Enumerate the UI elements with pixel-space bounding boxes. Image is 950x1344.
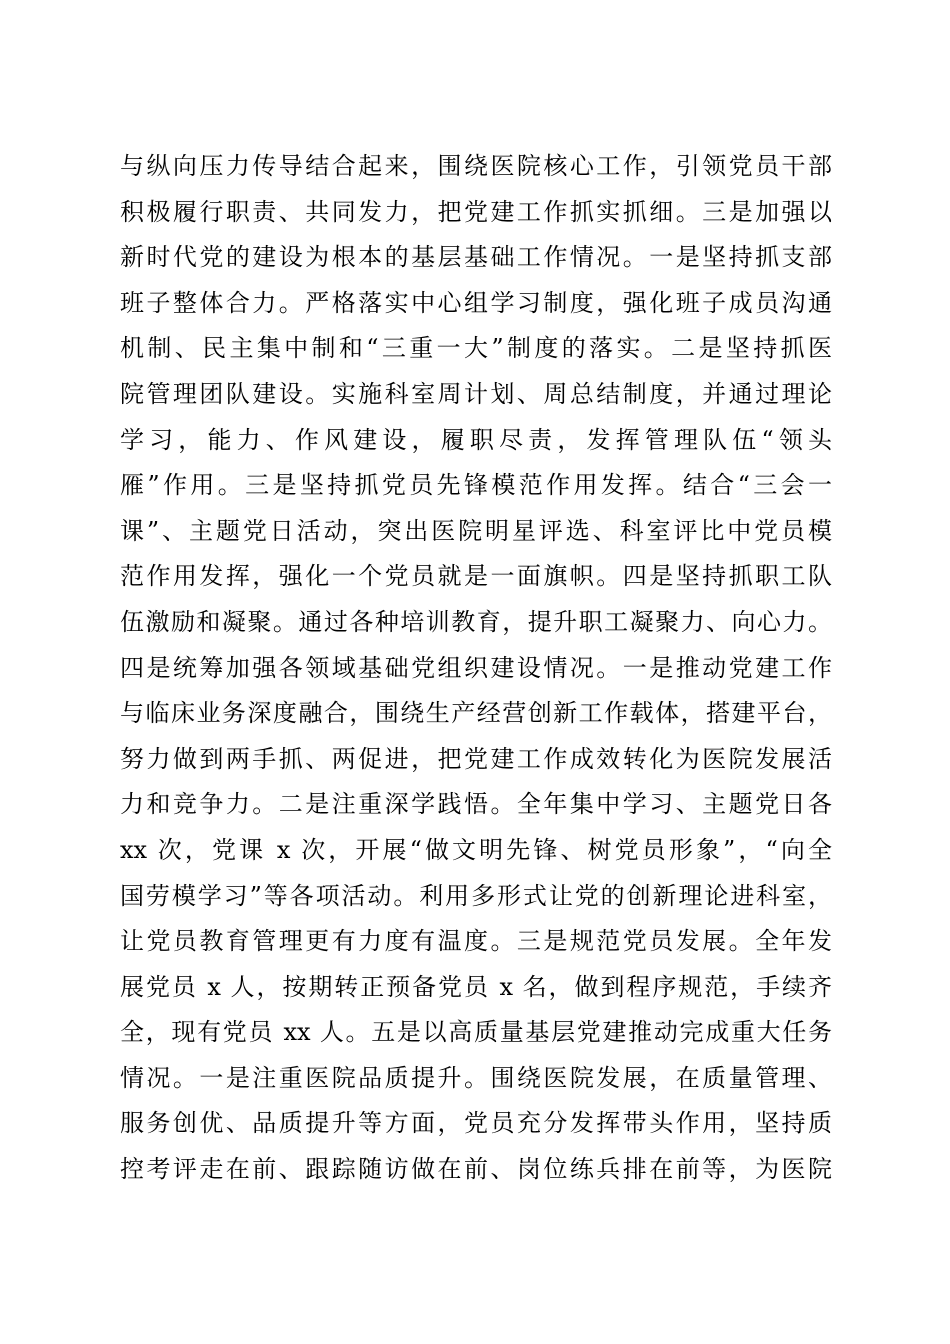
text-line-9: 课”、主题党日活动，突出医院明星评选、科室评比中党员模 — [120, 516, 832, 545]
text-line-22: 服务创优、品质提升等方面，党员充分发挥带头作用，坚持质 — [120, 1109, 832, 1138]
text-line-4: 班子整体合力。严格落实中心组学习制度，强化班子成员沟通 — [120, 288, 832, 317]
text-line-11: 伍激励和凝聚。通过各种培训教育，提升职工凝聚力、向心力。 — [120, 607, 832, 636]
text-line-15: 力和竞争力。二是注重深学践悟。全年集中学习、主题党日各 — [120, 790, 832, 819]
text-line-2: 积极履行职责、共同发力，把党建工作抓实抓细。三是加强以 — [120, 197, 832, 226]
text-line-14: 努力做到两手抓、两促进，把党建工作成效转化为医院发展活 — [120, 744, 832, 773]
text-line-12: 四是统筹加强各领域基础党组织建设情况。一是推动党建工作 — [120, 653, 832, 682]
text-line-19: 展党员 x 人，按期转正预备党员 x 名，做到程序规范，手续齐 — [120, 972, 832, 1001]
text-line-16: xx 次，党课 x 次，开展“做文明先锋、树党员形象”，“向全 — [120, 835, 832, 864]
text-line-10: 范作用发挥，强化一个党员就是一面旗帜。四是坚持抓职工队 — [120, 562, 832, 591]
text-line-6: 院管理团队建设。实施科室周计划、周总结制度，并通过理论 — [120, 379, 832, 408]
text-line-20: 全，现有党员 xx 人。五是以高质量基层党建推动完成重大任务 — [120, 1018, 832, 1047]
text-line-3: 新时代党的建设为根本的基层基础工作情况。一是坚持抓支部 — [120, 243, 832, 272]
text-line-13: 与临床业务深度融合，围绕生产经营创新工作载体，搭建平台， — [120, 699, 832, 728]
body-text — [120, 144, 832, 1193]
text-line-17: 国劳模学习”等各项活动。利用多形式让党的创新理论进科室， — [120, 881, 832, 910]
text-line-5: 机制、民主集中制和“三重一大”制度的落实。二是坚持抓医 — [120, 334, 832, 363]
text-line-1: 与纵向压力传导结合起来，围绕医院核心工作，引领党员干部 — [120, 152, 832, 180]
text-line-8: 雁”作用。三是坚持抓党员先锋模范作用发挥。结合“三会一 — [120, 471, 832, 500]
text-line-7: 学习，能力、作风建设，履职尽责，发挥管理队伍“领头 — [120, 425, 832, 454]
text-line-18: 让党员教育管理更有力度有温度。三是规范党员发展。全年发 — [120, 927, 832, 956]
text-line-23: 控考评走在前、跟踪随访做在前、岗位练兵排在前等，为医院 — [120, 1155, 832, 1184]
text-line-21: 情况。一是注重医院品质提升。围绕医院发展，在质量管理、 — [120, 1063, 832, 1092]
